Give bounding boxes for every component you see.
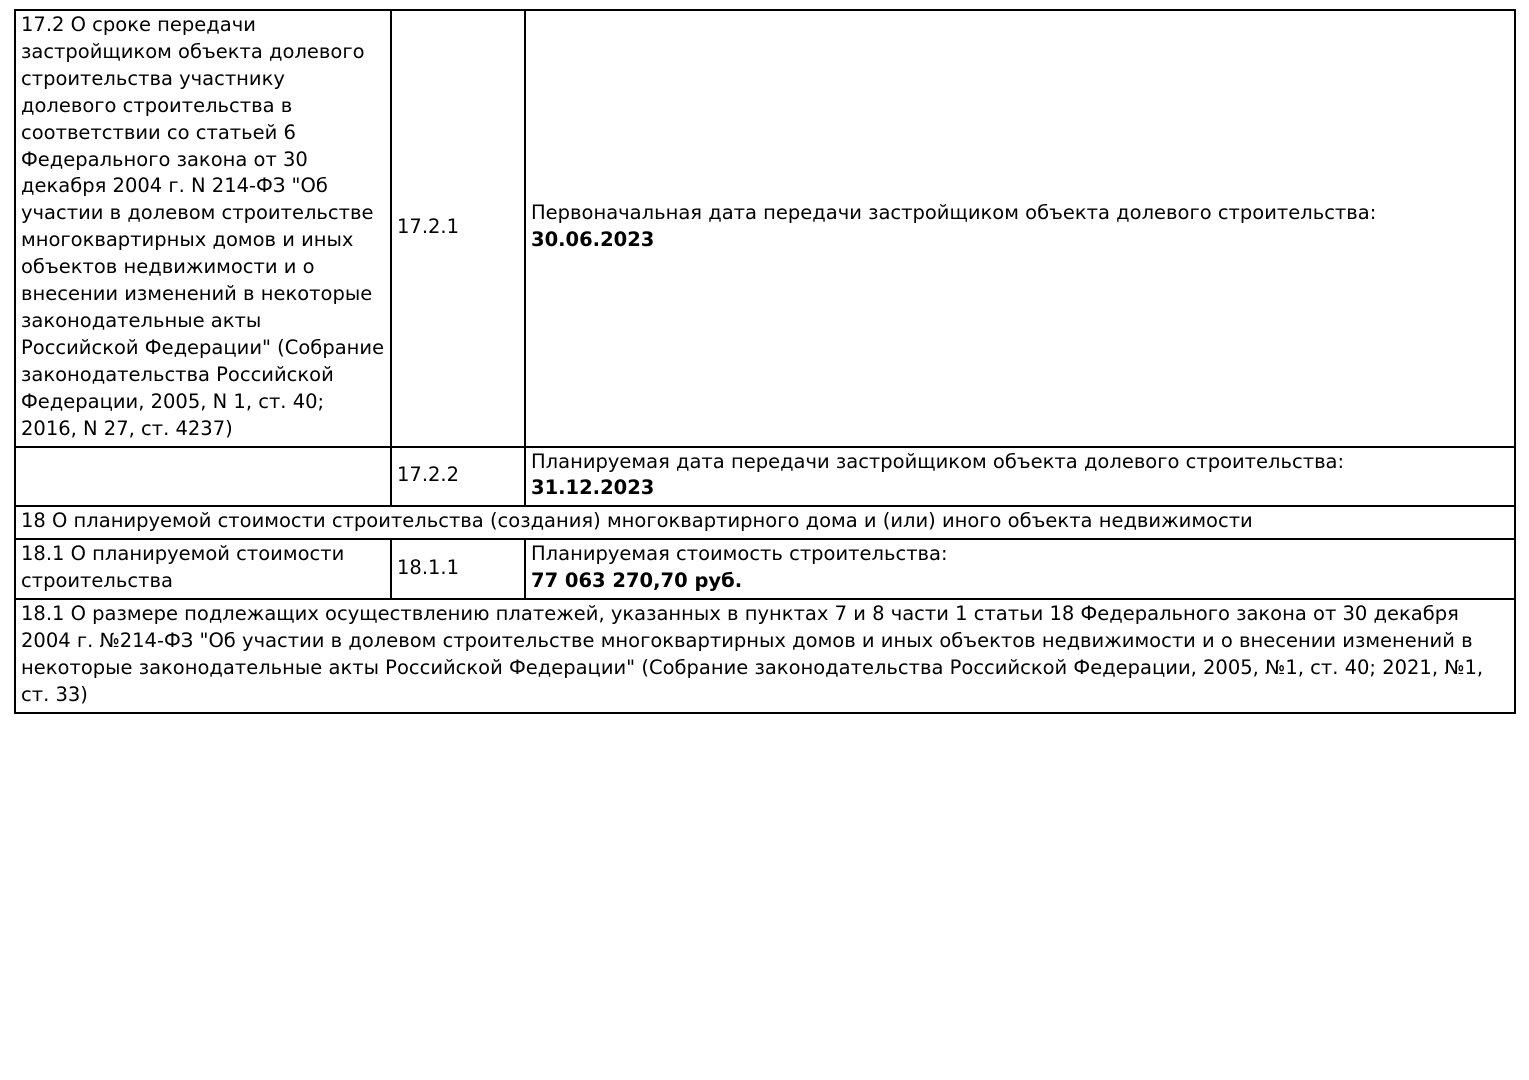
item-18-1-1-value: 77 063 270,70 руб. [531, 569, 743, 593]
item-17-2-1-value: 30.06.2023 [531, 228, 655, 252]
project-declaration-table [14, 9, 1516, 714]
section-17-2-label-cell [15, 10, 391, 447]
section-18-1-note-cell [15, 599, 1515, 713]
table-row [15, 506, 1515, 539]
item-17-2-1-text: Первоначальная дата передачи застройщиком объекта долевого строительства: [531, 201, 1377, 225]
item-17-2-2-text: Планируемая дата передачи застройщиком объекта долевого строительства: [531, 449, 1345, 473]
section-18-heading-cell [15, 506, 1515, 539]
item-17-2-1-detail-cell [525, 10, 1515, 447]
section-18-1-label: 18.1 О планируемой стоимости строительства [21, 542, 345, 593]
item-18-1-1-text: Планируемая стоимость строительства: [531, 542, 948, 566]
item-17-2-2-detail-cell [525, 447, 1515, 507]
item-17-2-2-code-cell [391, 447, 525, 507]
item-17-2-1-code-cell [391, 10, 525, 447]
section-17-2-label: 17.2 О сроке передачи застройщиком объекта долевого строительства участнику долевого строительства в соответствии со статьей 6 Федерального закона от 30 декабря 2004 г. N 214-ФЗ "Об участии в долевом строительстве многоквартирных домов и иных объектов недвижимости и о внесении изменений в некоторые законодательные акты Российской Федерации" (Собрание законодательства Российской Федерации, 2005, N 1, ст. 40; 2016, N 27, ст. 4237) [21, 13, 385, 440]
item-17-2-2-code: 17.2.2 [397, 462, 460, 486]
item-18-1-1-code: 18.1.1 [397, 555, 460, 579]
section-18-1-label-cell [15, 539, 391, 599]
table-row [15, 599, 1515, 713]
item-18-1-1-detail-cell [525, 539, 1515, 599]
empty-label-cell [15, 447, 391, 507]
item-17-2-1-code: 17.2.1 [397, 214, 460, 238]
table-row [15, 447, 1515, 507]
section-18-heading: 18 О планируемой стоимости строительства (создания) многоквартирного дома и (или) иного объекта недвижимости [21, 509, 1253, 533]
section-18-1-note: 18.1 О размере подлежащих осуществлению платежей, указанных в пунктах 7 и 8 части 1 статьи 18 Федерального закона от 30 декабря 2004 г. №214-ФЗ "Об участии в долевом строительстве многоквартирных домов и иных объектов недвижимости и о внесении изменений в некоторые законодательные акты Российской Федерации" (Собрание законодательства Российской Федерации, 2005, №1, ст. 40; 2021, №1, ст. 33) [21, 602, 1484, 706]
table-row [15, 10, 1515, 447]
table-row [15, 539, 1515, 599]
item-18-1-1-code-cell [391, 539, 525, 599]
item-17-2-2-value: 31.12.2023 [531, 476, 655, 500]
